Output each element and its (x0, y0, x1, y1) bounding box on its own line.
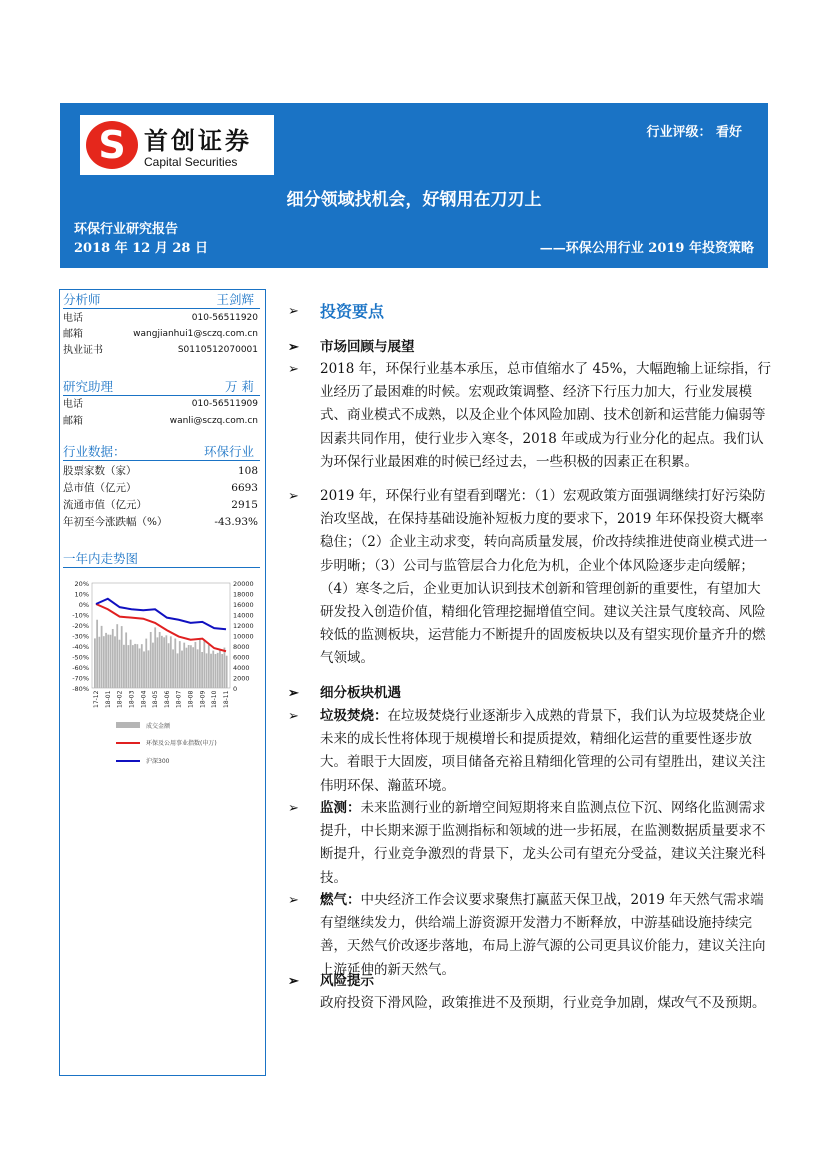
bullet-paragraph (288, 705, 773, 798)
sector-label: 垃圾焚烧： (320, 708, 388, 724)
volume-bar (148, 650, 150, 688)
paragraph-text: 2018 年，环保行业基本承压，总市值缩水了 45%，大幅跑输上证综指，行业经历了最困难的时候。宏观政策调整、经济下行压力加大，行业发展模式、商业模式不成熟，以及企业个体风险加剧、技术创新和运营能力偏弱等因素共同作用，使行业步入寒冬，2018 年或成为行业分化的起点。我们认为环保行业最困难的时候已经过去，一些积极的因素正在积累。 (320, 361, 771, 470)
volume-bar (224, 648, 226, 688)
analyst-label: 分析师 (63, 292, 101, 307)
sector-text: 中央经济工作会议要求聚焦打赢蓝天保卫战，2019 年天然气需求端有望继续发力，供给端上游资源开发潜力不断释放，中游基础设施持续完善，天然气价改逐步落地，布局上游气源的公司更具议价能力，建议关注向上游延伸的新天然气。 (320, 892, 766, 978)
volume-bar (103, 636, 105, 688)
volume-bar (170, 636, 172, 688)
y-right-tick-label: 2000 (233, 674, 250, 683)
analyst-phone: 010-56511920 (191, 313, 258, 323)
y-left-tick-label: 20% (74, 580, 89, 588)
triangle-right-icon: ➢ (288, 801, 299, 816)
triangle-right-icon: ➢ (288, 709, 299, 724)
volume-bar (145, 639, 147, 688)
industry-data-label: 行业数据： (63, 444, 126, 459)
volume-bar (132, 645, 134, 688)
volume-bar (215, 654, 217, 688)
triangle-right-icon: ➢ (288, 974, 299, 989)
sector-label: 燃气： (320, 892, 361, 908)
volume-bar (197, 649, 199, 688)
volume-bar (195, 642, 197, 688)
legend-swatch (116, 722, 140, 728)
total-cap-row (63, 480, 260, 496)
volume-bar (172, 649, 174, 688)
volume-bar (154, 627, 156, 688)
row-label: 年初至今涨跌幅（%） (63, 516, 168, 528)
triangle-right-icon: ➢ (288, 340, 299, 355)
triangle-right-icon: ➢ (288, 893, 299, 908)
row-label: 邮箱 (63, 329, 83, 340)
volume-bar (136, 644, 138, 688)
triangle-right-icon: ➢ (288, 686, 299, 701)
volume-bar (174, 639, 176, 688)
volume-bar (94, 638, 96, 688)
legend-label: 成交金额 (146, 723, 171, 730)
volume-bar (221, 654, 223, 688)
assistant-name: 万 莉 (225, 379, 254, 394)
assistant-phone-row (63, 398, 260, 411)
paragraph-text (320, 797, 773, 890)
volume-bar (150, 632, 152, 688)
y-left-tick-label: -20% (72, 622, 89, 630)
y-left-tick-label: -50% (72, 653, 89, 662)
industry-rating: 行业评级： 看好 (646, 125, 742, 140)
volume-bar (203, 640, 205, 688)
x-tick-label: 18-11 (223, 690, 230, 708)
row-label: 电话 (63, 399, 83, 410)
volume-bar (179, 641, 181, 688)
row-label: 执业证书 (63, 345, 103, 356)
volume-bar (128, 645, 130, 688)
section-heading (288, 682, 773, 705)
industry-data-header (63, 444, 260, 461)
volume-bar (116, 624, 118, 688)
legend-label: 沪深300 (146, 758, 170, 765)
y-right-tick-label: 14000 (233, 611, 254, 620)
x-tick-label: 18-02 (116, 690, 124, 708)
volume-bar (177, 653, 179, 688)
x-tick-label: 18-05 (152, 690, 160, 708)
volume-bar (125, 632, 127, 688)
volume-bar (199, 639, 201, 688)
x-tick-label: 17-12 (93, 690, 100, 708)
bullet-paragraph (288, 889, 773, 982)
y-right-tick-label: 12000 (233, 622, 254, 630)
volume-bar (134, 644, 136, 688)
volume-bar (110, 635, 112, 688)
triangle-right-icon: ➢ (288, 304, 299, 319)
analyst-license: S0110512070001 (177, 345, 258, 355)
assistant-phone: 010-56511909 (191, 399, 258, 409)
volume-bar (165, 635, 167, 688)
ytd-change: -43.93% (214, 516, 258, 528)
y-right-tick-label: 18000 (233, 590, 254, 599)
stock-count: 108 (237, 465, 258, 477)
volume-bar (112, 629, 114, 688)
stock-count-row (63, 463, 260, 479)
legend-label: 环保及公用事业指数(申万) (146, 740, 217, 747)
analyst-license-row (63, 344, 260, 357)
volume-bar (168, 643, 170, 688)
triangle-right-icon: ➢ (288, 489, 299, 504)
volume-bar (161, 636, 163, 688)
volume-bar (98, 637, 100, 688)
logo-chinese-name: 首创证券 (144, 126, 252, 155)
points-title: 投资要点 (320, 302, 385, 321)
volume-bar (159, 632, 161, 688)
y-right-tick-label: 20000 (233, 580, 254, 588)
row-label: 股票家数（家） (63, 465, 137, 477)
analyst-header (63, 292, 260, 309)
chart-title-label: 一年内走势图 (63, 551, 139, 566)
y-left-tick-label: -60% (72, 664, 89, 672)
y-left-tick-label: -80% (72, 685, 89, 693)
y-left-tick-label: 0% (78, 601, 89, 609)
volume-bar (217, 653, 219, 688)
y-left-tick-label: -70% (72, 674, 89, 683)
paragraph-text: 市场回顾与展望 (320, 339, 415, 355)
x-tick-label: 18-08 (187, 690, 195, 708)
x-tick-label: 18-07 (175, 690, 183, 708)
row-label: 电话 (63, 313, 83, 324)
assistant-label: 研究助理 (63, 379, 114, 394)
volume-bar (141, 644, 143, 688)
float-market-cap: 2915 (231, 499, 258, 511)
volume-bar (152, 643, 154, 688)
volume-bar (210, 654, 212, 688)
company-logo (80, 115, 274, 175)
assistant-header (63, 379, 260, 396)
sector-text: 未来监测行业的新增空间短期将来自监测点位下沉、网络化监测需求提升，中长期来源于监测指标和领域的进一步拓展，在监测数据质量要求不断提升，行业竞争激烈的背景下，龙头公司有望充分受益，建议关注聚光科技。 (320, 800, 766, 886)
analyst-phone-row (63, 312, 260, 325)
volume-bar (212, 651, 214, 688)
bullet-paragraph (288, 485, 773, 671)
assistant-email: wanli@sczq.com.cn (169, 416, 258, 426)
volume-bar (201, 652, 203, 688)
ytd-change-row (63, 514, 260, 530)
volume-bar (114, 636, 116, 688)
triangle-right-icon: ➢ (288, 362, 299, 377)
volume-bar (130, 640, 132, 688)
volume-bar (101, 626, 103, 688)
chart-title (63, 551, 260, 568)
sector-text: 在垃圾焚烧行业逐渐步入成熟的背景下，我们认为垃圾焚烧企业未来的成长性将体现于规模增长和提质提效，精细化运营的重要性逐步放大。着眼于大固废，项目储备充裕且精细化管理的公司有望胜出，建议关注伟明环保、瀚蓝环境。 (320, 708, 766, 794)
volume-bar (183, 643, 185, 688)
section-heading (288, 336, 773, 359)
y-left-tick-label: -40% (72, 643, 89, 651)
row-label: 总市值（亿元） (63, 482, 137, 494)
volume-bar (190, 645, 192, 688)
report-date: 2018 年 12 月 28 日 (74, 241, 208, 256)
y-right-tick-label: 4000 (233, 664, 250, 672)
trend-chart (60, 575, 265, 775)
logo-emblem (86, 121, 138, 169)
volume-bar (119, 640, 121, 688)
volume-bar (121, 626, 123, 688)
paragraph-text: 细分板块机遇 (320, 685, 401, 701)
volume-bar (96, 620, 98, 688)
y-right-tick-label: 6000 (233, 653, 250, 662)
volume-bar (226, 656, 228, 688)
sector-label: 监测： (320, 800, 361, 816)
volume-bar (163, 637, 165, 688)
float-cap-row (63, 497, 260, 513)
volume-bar (157, 637, 159, 688)
bullet-paragraph (288, 358, 773, 474)
logo-letter: S (98, 123, 126, 167)
volume-bar (143, 651, 145, 688)
sidebar (59, 289, 266, 1076)
report-type: 环保行业研究报告 (74, 222, 179, 237)
y-right-tick-label: 8000 (233, 643, 250, 651)
analyst-email-row (63, 328, 260, 341)
volume-bar (188, 645, 190, 688)
x-tick-label: 18-01 (104, 690, 112, 708)
logo-english-name: Capital Securities (144, 155, 238, 169)
volume-bar (105, 633, 107, 688)
y-right-tick-label: 0 (233, 685, 238, 693)
y-right-tick-label: 10000 (233, 632, 254, 641)
y-left-tick-label: -30% (72, 632, 89, 641)
volume-bar (139, 648, 141, 688)
volume-bar (206, 653, 208, 688)
report-title: 细分领域找机会，好钢用在刀刃上 (286, 190, 542, 210)
paragraph-text (320, 705, 773, 798)
industry-name: 环保行业 (203, 444, 254, 459)
volume-bar (107, 635, 109, 688)
points-title-row (288, 300, 773, 323)
row-label: 流通市值（亿元） (63, 499, 147, 511)
analyst-name: 王剑辉 (216, 292, 254, 307)
total-market-cap: 6693 (231, 482, 258, 494)
x-tick-label: 18-09 (199, 690, 207, 708)
report-subtitle: ——环保公用行业 2019 年投资策略 (539, 241, 754, 256)
bullet-paragraph (288, 797, 773, 890)
volume-bar (208, 645, 210, 688)
y-left-tick-label: -10% (72, 611, 89, 620)
section-heading (288, 970, 773, 993)
row-label: 邮箱 (63, 416, 83, 427)
paragraph-text: 2019 年，环保行业有望看到曙光：（1）宏观政策方面强调继续打好污染防治攻坚战，在保持基础设施补短板力度的要求下，2019 年环保投资大概率稳住；（2）企业主动求变，转向高质量发展，价改持续推进使商业模式进一步明晰；（3）公司与监管层合力化危为机，企业个体风险逐步走向缓解；（4）寒冬之后，企业更加认识到技术创新和管理创新的重要性，有望加大研发投入创造价值，精细化管理挖掘增值空间。建议关注景气度较高、风险较低的监测板块，运营能力不断提升的固废板块以及有望实现价量齐升的燃气领域。 (320, 488, 768, 667)
paragraph-text: 政府投资下滑风险，政策推进不及预期，行业竞争加剧，煤改气不及预期。 (320, 995, 766, 1011)
analyst-email: wangjianhui1@sczq.com.cn (133, 329, 258, 339)
volume-bar (192, 647, 194, 688)
volume-bar (186, 648, 188, 688)
paragraph-text (320, 889, 773, 982)
x-tick-label: 18-06 (163, 690, 171, 708)
paragraph-text: 风险提示 (320, 973, 374, 989)
assistant-email-row (63, 415, 260, 428)
y-right-tick-label: 16000 (233, 601, 254, 609)
x-tick-label: 18-04 (140, 690, 148, 708)
y-left-tick-label: 10% (74, 590, 89, 599)
bullet-paragraph (288, 992, 773, 1015)
volume-bar (219, 651, 221, 688)
report-header (60, 103, 768, 268)
volume-bar (123, 645, 125, 688)
x-tick-label: 18-10 (211, 690, 219, 708)
x-tick-label: 18-03 (128, 690, 136, 708)
volume-bar (181, 651, 183, 688)
